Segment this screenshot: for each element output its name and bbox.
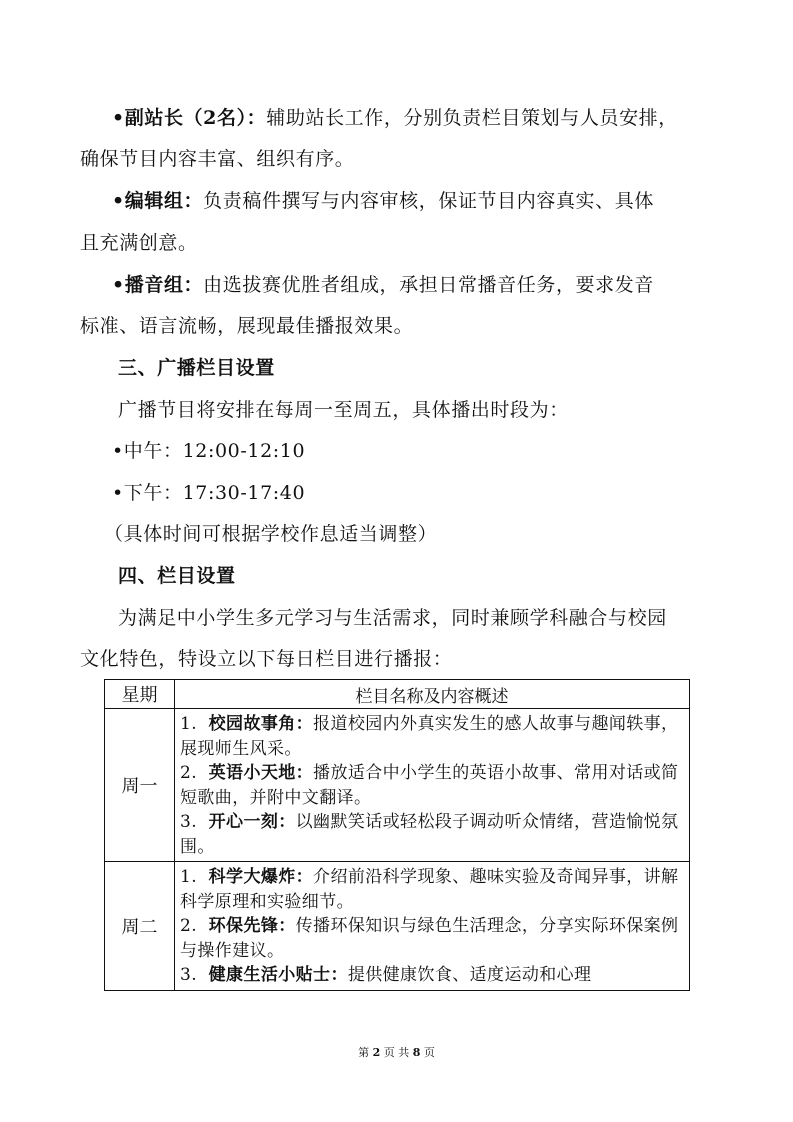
current-page-number: 2 <box>372 1046 381 1059</box>
program-desc: 传播环保知识与绿色生活理念，分享实际环保案例与操作建议。 <box>180 916 679 961</box>
role-editor <box>80 188 654 214</box>
program-item <box>180 810 683 859</box>
paragraph: 为满足中小学生多元学习与生活需求，同时兼顾学科融合与校园 <box>118 607 667 629</box>
role-desc-continued: 标准、语言流畅，展现最佳播报效果。 <box>80 315 414 337</box>
paragraph: 广播节目将安排在每周一至周五，具体播出时段为： <box>118 399 569 421</box>
role-desc: 由选拔赛优胜者组成，承担日常播音任务，要求发音 <box>203 274 654 296</box>
program-name: 校园故事角： <box>208 714 314 734</box>
program-item <box>180 963 683 988</box>
item-number: 1. <box>180 714 198 734</box>
role-name: •播音组： <box>112 274 204 296</box>
footer-suffix: 页 <box>420 1046 435 1059</box>
role-announcer <box>80 272 654 298</box>
program-desc: 介绍前沿科学现象、趣味实验及奇闻异事，讲解科学原理和实验细节。 <box>180 867 679 912</box>
role-desc: 负责稿件撰写与内容审核，保证节目内容真实、具体 <box>203 190 654 212</box>
header-weekday: 星期 <box>105 680 175 709</box>
program-name: 开心一刻： <box>208 812 296 832</box>
program-desc: 报道校园内外真实发生的感人故事与趣闻轶事，展现师生风采。 <box>180 714 679 759</box>
footer-middle: 页 共 <box>380 1046 413 1059</box>
time-slot-afternoon: •下午：17:30-17:40 <box>112 482 306 504</box>
section-heading: 三、广播栏目设置 <box>118 357 275 379</box>
item-number: 2. <box>180 763 198 783</box>
weekday-cell: 周一 <box>105 709 175 862</box>
time-slot-noon: •中午：12:00-12:10 <box>112 440 306 462</box>
role-name: •编辑组： <box>112 190 204 212</box>
item-number: 1. <box>180 867 198 887</box>
programs-cell <box>175 862 690 991</box>
role-name: •副站长（2名）： <box>112 107 267 129</box>
program-item <box>180 865 683 914</box>
page-footer <box>0 1044 793 1060</box>
schedule-note: （具体时间可根据学校作息适当调整） <box>104 523 438 545</box>
program-name: 科学大爆炸： <box>208 867 314 887</box>
program-name: 英语小天地： <box>208 763 314 783</box>
program-name: 健康生活小贴士： <box>208 965 348 985</box>
role-desc-continued: 且充满创意。 <box>80 232 198 254</box>
item-number: 3. <box>180 965 198 985</box>
table-row <box>105 862 690 991</box>
role-desc: 辅助站长工作，分别负责栏目策划与人员安排， <box>266 107 678 129</box>
weekday-cell: 周二 <box>105 862 175 991</box>
table-row <box>105 709 690 862</box>
program-item <box>180 914 683 963</box>
program-desc: 播放适合中小学生的英语小故事、常用对话或简短歌曲，并附中文翻译。 <box>180 763 679 808</box>
footer-prefix: 第 <box>358 1046 373 1059</box>
paragraph-continued: 文化特色，特设立以下每日栏目进行播报： <box>80 648 453 670</box>
role-desc-continued: 确保节目内容丰富、组织有序。 <box>80 148 355 170</box>
item-number: 2. <box>180 916 198 936</box>
programs-cell <box>175 709 690 862</box>
table-header-row <box>105 680 690 709</box>
total-pages-number: 8 <box>412 1046 421 1059</box>
role-vice-director <box>80 105 678 131</box>
program-schedule-table <box>104 679 690 991</box>
section-heading: 四、栏目设置 <box>118 565 236 587</box>
program-item <box>180 761 683 810</box>
program-desc: 提供健康饮食、适度运动和心理 <box>347 965 592 985</box>
header-programs: 栏目名称及内容概述 <box>175 680 690 709</box>
program-name: 环保先锋： <box>208 916 296 936</box>
program-desc: 以幽默笑话或轻松段子调动听众情绪，营造愉悦氛围。 <box>180 812 679 857</box>
item-number: 3. <box>180 812 198 832</box>
program-item <box>180 712 683 761</box>
